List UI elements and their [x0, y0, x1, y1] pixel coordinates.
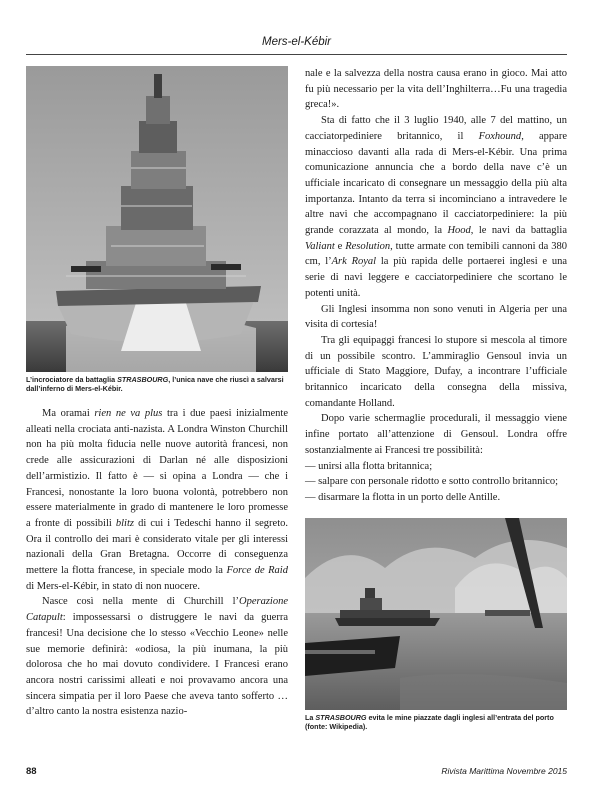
body-paragraph: — unirsi alla flotta britannica;	[305, 460, 433, 472]
italic-term: Ark Royal	[331, 256, 377, 268]
body-paragraph: Ma oramai rien ne va plus tra i due paesi inizialmente alleati nella crociata anti-nazista. A Londra Winston Churchill non ha più molta fiducia nelle nuove autorità francesi, non crede alle assicurazioni di Darlan né alle disposizioni dell’armistizio. Il fatto è — si opina a Londra — che i Francesi, nonostante la loro buona volontà, potrebbero non essere materialmente in grado di mantenere le loro promesse a fronte di possibili blitz di cui i Tedeschi hanno il segreto. Ora il controllo dei mari è considerato vitale per gli interessi nazionali della Gran Bretagna. Occorre di conseguenza mettere la flotta francese, in speciale modo la Force de Raid di Mers-el-Kébir, in stato di non nuocere.	[26, 408, 288, 592]
italic-term: Resolution	[345, 240, 391, 252]
body-paragraph: Nasce così nella mente di Churchill l’Operazione Catapult: impossessarsi o distruggere le navi da guerra francesi! Una decisione che lo stesso «Vecchio Leone» nelle sue memorie definirà: «odiosa, la più inumana, la più dolorosa che ho mai dovuto condividere. I Francesi erano ancora nostri carissimi alleati e noi provavamo ancora una sincera simpatia per il loro Paese che aveva tanto sofferto …d’altro canto la nostra esistenza nazio-	[26, 596, 288, 718]
italic-term: Operazione Catapult	[26, 596, 288, 624]
body-paragraph: Dopo varie schermaglie procedurali, il messaggio viene infine portato all’attenzione di Gensoul. Londra offre sostanzialmente ai Francesi tre possibilità:	[305, 413, 567, 456]
body-paragraph: Gli Inglesi insomma non sono venuti in Algeria per una visita di cortesia!	[305, 303, 567, 331]
italic-term: Valiant	[305, 240, 335, 252]
figure-caption-1: L’incrociatore da battaglia STRASBOURG, l’unica nave che riuscì a salvarsi dall’inferno di Mers-el-Kébir.	[26, 375, 284, 393]
figure-caption-2: La STRASBOURG evita le mine piazzate dagli inglesi all’entrata del porto (fonte: Wikipedia).	[305, 713, 554, 731]
body-paragraph: nale e la salvezza della nostra causa erano in gioco. Mai atto fu più necessario per la vita dell’Inghilterra…Fu una tragedia greca!».	[305, 68, 567, 111]
header-divider	[26, 54, 567, 55]
right-text-column	[305, 66, 567, 506]
body-paragraph: — disarmare la flotta in un porto delle Antille.	[305, 491, 501, 503]
body-paragraph: — salpare con personale ridotto e sotto controllo britannico;	[305, 476, 559, 488]
magazine-footer: Rivista Marittima Novembre 2015	[441, 766, 567, 776]
italic-term: Force de Raid	[226, 565, 288, 577]
italic-term: Hood	[447, 225, 471, 237]
italic-term: rien ne va plus	[94, 408, 163, 419]
harbour-photo	[305, 518, 567, 710]
running-header: Mers-el-Kébir	[261, 36, 331, 48]
body-paragraph: Tra gli equipaggi francesi lo stupore si mescola al timore di un possibile scontro. L’ammiraglio Gensoul invia un ufficiale di Stato Maggiore, Dufay, a incontrare l’ufficiale britannico incaricato della consegna della missiva, comandante Holland.	[305, 334, 567, 409]
italic-term: Foxhound	[478, 130, 522, 142]
italic-term: blitz	[115, 517, 134, 529]
page-number: 88	[26, 766, 37, 777]
battleship-photo	[26, 66, 288, 372]
left-text-column	[26, 406, 288, 720]
body-paragraph: Sta di fatto che il 3 luglio 1940, alle 7 del mattino, un cacciatorpediniere britannico, il Foxhound, appare minaccioso davanti alla rada di Mers-el-Kébir. Una prima comunicazione annuncia che a bordo della nave c’è un ufficiale incaricato di consegnare un messaggio della più alta importanza. Intanto da terra si incominciano a intravedere le altre navi che accompagnano il cacciatorpediniere: la più grande corazzata al mondo, la Hood, le navi da battaglia Valiant e Resolution, tutte armate con temibili cannoni da 380 cm, l’Ark Royal la più rapida delle portaerei inglesi e una serie di navi leggere e cacciatorpediniere che scortano le potenti unità.	[305, 115, 568, 299]
